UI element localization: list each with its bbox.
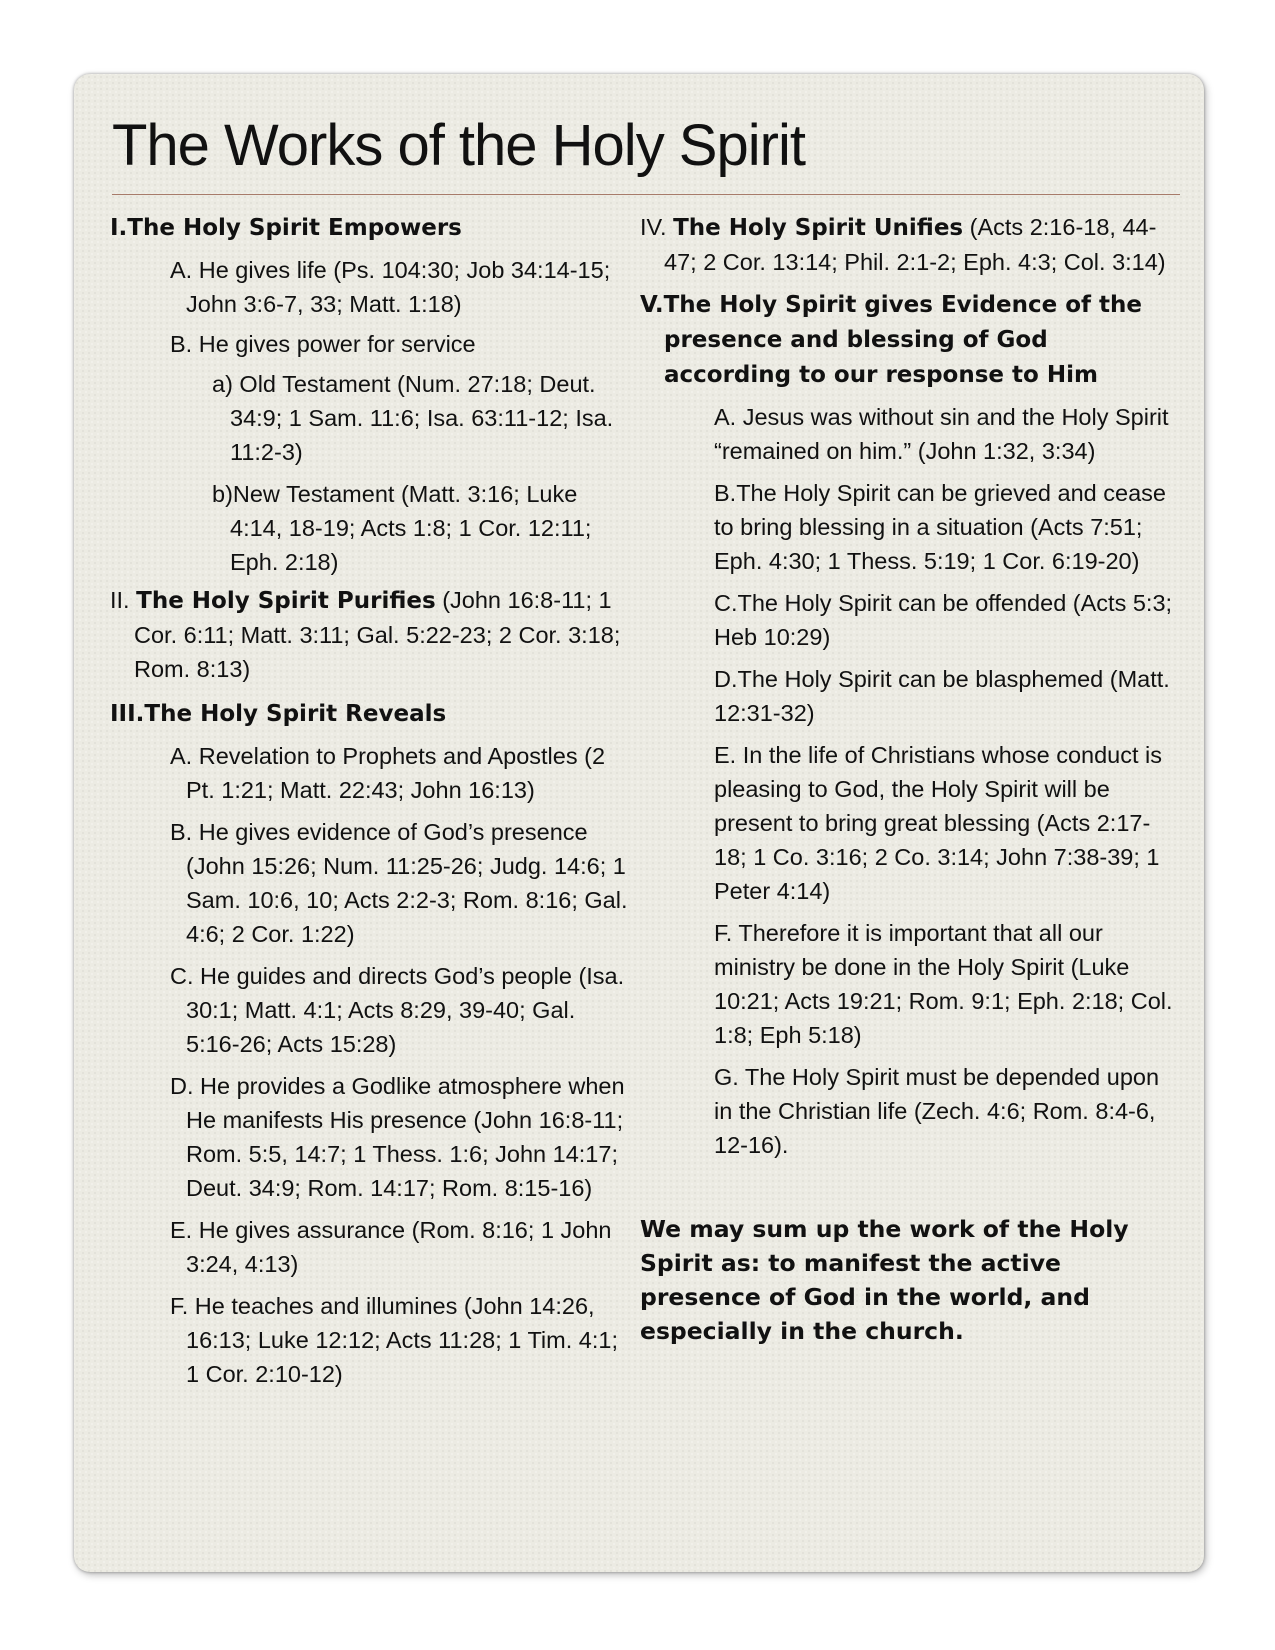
section-heading-reveals [110,696,630,731]
section-title: The Holy Spirit Unifies [673,215,964,241]
item-assurance: E. He gives assurance (Rom. 8:16; 1 John 3:24, 4:13) [170,1217,612,1277]
section-heading-unifies [640,210,1180,279]
item-evidence-presence: B. He gives evidence of God’s presence (John 15:26; Num. 11:25-26; Judg. 14:6; 1 Sam. 10:6, 10; Acts 2:2-3; Rom. 8:16; Gal. 4:6; 2 Cor. 1:22) [170,819,628,947]
section-title: The Holy Spirit Purifies [136,588,436,614]
item-blasphemed: D.The Holy Spirit can be blasphemed (Matt. 12:31-32) [714,666,1170,726]
item-gives-life: A. He gives life (Ps. 104:30; Job 34:14-15; John 3:6-7, 33; Matt. 1:18) [170,257,611,317]
item-depended-upon: G. The Holy Spirit must be depended upon in the Christian life (Zech. 4:6; Rom. 8:4-6, 12-16). [714,1064,1160,1158]
item-jesus-without-sin: A. Jesus was without sin and the Holy Spirit “remained on him.” (John 1:32, 3:34) [714,404,1169,464]
item-christian-conduct: E. In the life of Christians whose conduct is pleasing to God, the Holy Spirit will be present to bring great blessing (Acts 2:17-18; 1 Co. 3:16; 2 Co. 3:14; John 7:38-39; 1 Peter 4:14) [714,742,1163,904]
item-grieved: B.The Holy Spirit can be grieved and cease to bring blessing in a situation (Acts 7:51; Eph. 4:30; 1 Thess. 5:19; 1 Cor. 6:19-20) [714,480,1166,574]
item-teaches-illumines: F. He teaches and illumines (John 14:26, 16:13; Luke 12:12; Acts 11:28; 1 Tim. 4:1; 1 Cor. 2:10-12) [170,1293,618,1387]
section-number: I. [110,215,128,241]
item-revelation: A. Revelation to Prophets and Apostles (2 Pt. 1:21; Matt. 22:43; John 16:13) [170,743,606,803]
document-card [74,74,1204,1572]
section-title: The Holy Spirit gives Evidence of the presence and blessing of God according to our response to Him [663,292,1143,388]
section-title: The Holy Spirit Empowers [127,215,462,241]
item-offended: C.The Holy Spirit can be offended (Acts 5:3; Heb 10:29) [714,590,1173,650]
item-guides-directs: C. He guides and directs God’s people (Isa. 30:1; Matt. 4:1; Acts 8:29, 39-40; Gal. 5:16-26; Acts 15:28) [170,963,625,1057]
item-new-testament: b)New Testament (Matt. 3:16; Luke 4:14, 18-19; Acts 1:8; 1 Cor. 12:11; Eph. 2:18) [212,481,592,575]
section-heading-purifies [110,583,630,686]
section-number: V. [640,292,664,318]
left-column [110,210,630,1391]
item-ministry-in-spirit: F. Therefore it is important that all our ministry be done in the Holy Spirit (Luke 10:21; Acts 19:21; Rom. 9:1; Eph. 2:18; Col. 1:8; Eph 5:18) [714,920,1173,1048]
item-power-for-service: B. He gives power for service [170,331,476,357]
summary-statement: We may sum up the work of the Holy Spirit as: to manifest the active presence of God in the world, and especially in the church. [640,1215,1129,1345]
section-number: IV. [640,214,674,240]
section-number: II. [110,587,137,613]
title-divider [112,194,1180,195]
section-heading-empowers [110,210,630,245]
section-refs: (John 16:8-11; 1 Cor. 6:11; Matt. 3:11; Gal. 5:22-23; 2 Cor. 3:18; Rom. 8:13) [134,587,621,682]
item-godlike-atmosphere: D. He provides a Godlike atmosphere when He manifests His presence (John 16:8-11; Rom. 5:5, 14:7; 1 Thess. 1:6; John 14:17; Deut. 34:9; Rom. 14:17; Rom. 8:15-16) [170,1073,625,1201]
section-heading-evidence [640,287,1180,392]
section-title: The Holy Spirit Reveals [144,701,447,727]
section-refs: (Acts 2:16-18, 44-47; 2 Cor. 13:14; Phil. 2:1-2; Eph. 4:3; Col. 3:14) [664,214,1166,275]
item-old-testament: a) Old Testament (Num. 27:18; Deut. 34:9; 1 Sam. 11:6; Isa. 63:11-12; Isa. 11:2-3) [212,371,614,465]
right-column [640,210,1180,1348]
section-number: III. [110,701,145,727]
page-title: The Works of the Holy Spirit [112,113,805,178]
